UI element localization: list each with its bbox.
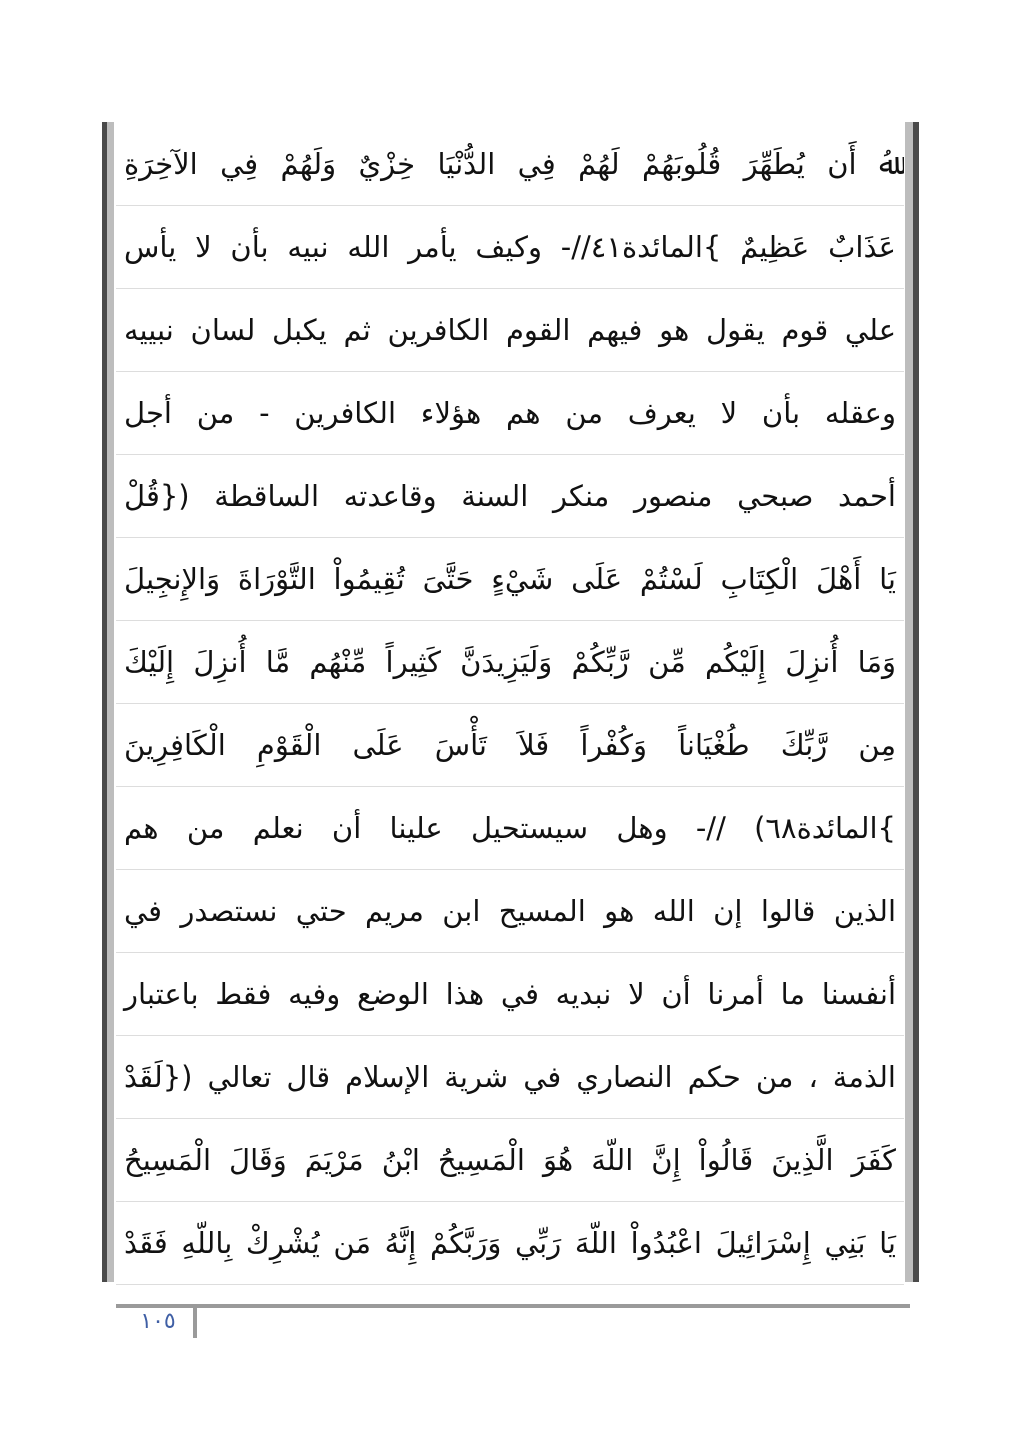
text-line: }المائدة٦٨) //- وهل سيستحيل علينا أن نعلم من هم	[116, 786, 904, 870]
footer-rule	[116, 1304, 910, 1308]
text-line: مِن رَّبِّكَ طُغْيَاناً وَكُفْراً فَلاَ تَأْسَ عَلَى الْقَوْمِ الْكَافِرِينَ	[116, 703, 904, 787]
footer-divider	[193, 1304, 197, 1338]
text-line: أحمد صبحي منصور منكر السنة وقاعدته الساقطة ({قُلْ	[116, 454, 904, 538]
text-line: الذمة ، من حكم النصاري في شرية الإسلام قال تعالي ({لَقَدْ	[116, 1035, 904, 1119]
text-line: عَذَابٌ عَظِيمٌ }المائدة٤١//- وكيف يأمر الله نبيه بأن لا يأس	[116, 205, 904, 289]
text-line: ﷲُ أَن يُطَهِّرَ قُلُوبَهُمْ لَهُمْ فِي الدُّنْيَا خِزْيٌ وَلَهُمْ فِي الآخِرَةِ	[116, 122, 904, 206]
body-text	[116, 122, 904, 1282]
right-border	[905, 122, 919, 1282]
text-line: يَا أَهْلَ الْكِتَابِ لَسْتُمْ عَلَى شَيْءٍ حَتَّىَ تُقِيمُواْ التَّوْرَاةَ وَالإِنجِيلَ	[116, 537, 904, 621]
text-line: الذين قالوا إن الله هو المسيح ابن مريم حتي نستصدر في	[116, 869, 904, 953]
text-line: وَمَا أُنزِلَ إِلَيْكُم مِّن رَّبِّكُمْ وَلَيَزِيدَنَّ كَثِيراً مِّنْهُم مَّا أُنزِلَ إِلَيْكَ	[116, 620, 904, 704]
text-line: وعقله بأن لا يعرف من هم هؤلاء الكافرين - من أجل	[116, 371, 904, 455]
text-line: أنفسنا ما أمرنا أن لا نبديه في هذا الوضع وفيه فقط باعتبار	[116, 952, 904, 1036]
text-line: كَفَرَ الَّذِينَ قَالُواْ إِنَّ اللّهَ هُوَ الْمَسِيحُ ابْنُ مَرْيَمَ وَقَالَ الْمَسِيحُ	[116, 1118, 904, 1202]
page-number: ١٠٥	[140, 1309, 176, 1334]
left-border	[102, 122, 114, 1282]
text-line: يَا بَنِي إِسْرَائِيلَ اعْبُدُواْ اللّهَ رَبِّي وَرَبَّكُمْ إِنَّهُ مَن يُشْرِكْ بِاللّهِ فَقَدْ	[116, 1201, 904, 1285]
text-line: علي قوم يقول هو فيهم القوم الكافرين ثم يكبل لسان نبييه	[116, 288, 904, 372]
